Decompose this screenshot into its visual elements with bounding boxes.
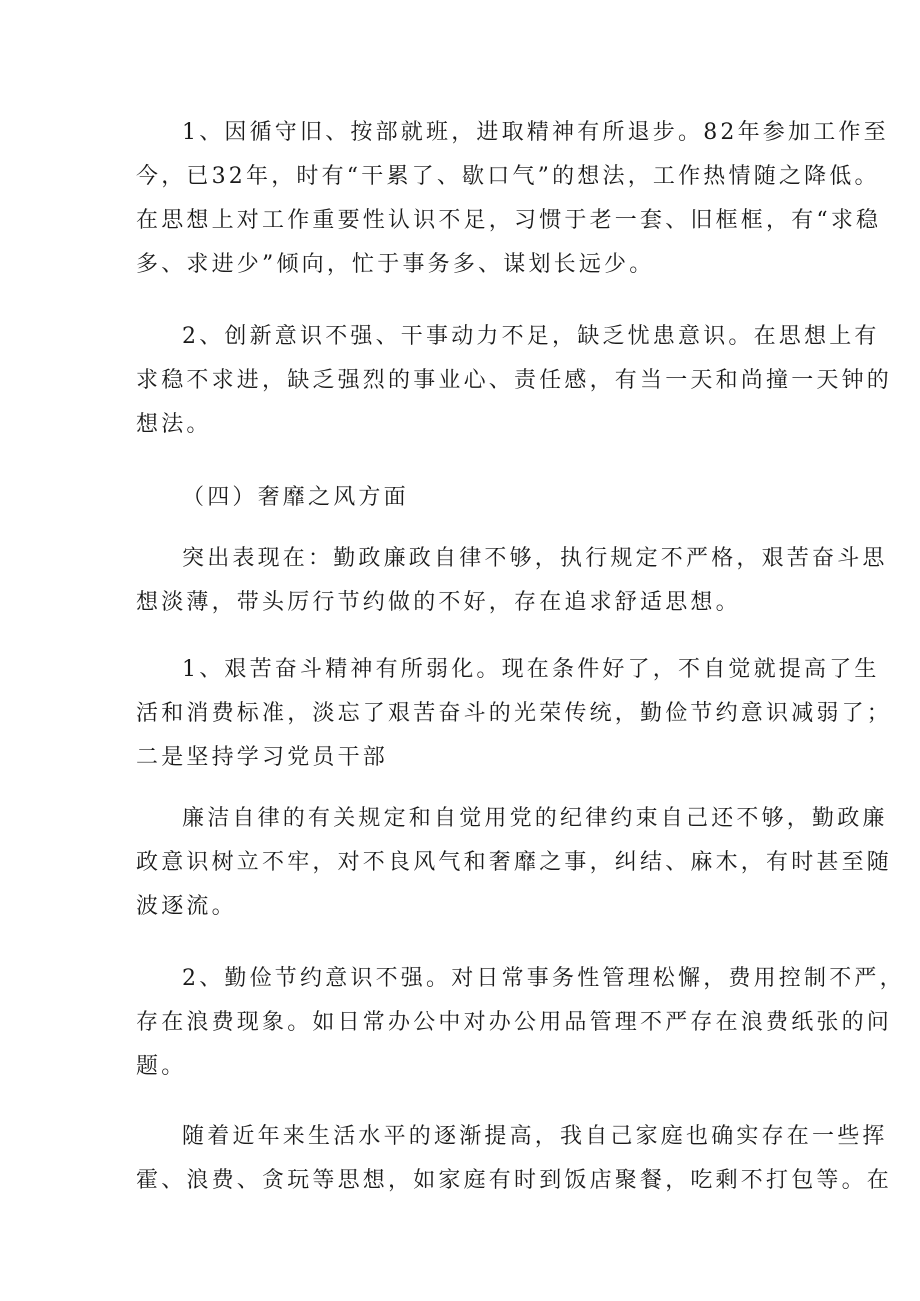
text-line: 想淡薄，带头厉行节约做的不好，存在追求舒适思想。 bbox=[136, 590, 741, 615]
text-line: 随着近年来生活水平的逐渐提高，我自己家庭也确实存在一些挥 bbox=[182, 1124, 888, 1149]
text-line: 政意识树立不牢，对不良风气和奢靡之事，纠结、麻木，有时甚至随 bbox=[136, 850, 893, 875]
text-line: 廉洁自律的有关规定和自觉用党的纪律约束自己还不够，勤政廉 bbox=[182, 806, 888, 831]
text-line: 在思想上对工作重要性认识不足，习惯于老一套、旧框框，有“求稳 bbox=[136, 208, 882, 233]
paragraph-8 bbox=[136, 1115, 893, 1203]
text-line: 题。 bbox=[136, 1054, 187, 1079]
text-line: 1、因循守旧、按部就班，进取精神有所退步。82年参加工作至 bbox=[182, 120, 889, 145]
text-line: 突出表现在：勤政廉政自律不够，执行规定不严格，艰苦奋斗思 bbox=[182, 546, 888, 571]
text-line: 今，已32年，时有“干累了、歇口气”的想法，工作热情随之降低。 bbox=[136, 164, 880, 189]
section-heading bbox=[136, 476, 796, 520]
paragraph-2 bbox=[136, 315, 893, 447]
text-line: 2、创新意识不强、干事动力不足，缺乏忧患意识。在思想上有 bbox=[182, 324, 880, 349]
paragraph-6 bbox=[136, 797, 893, 929]
text-line: 活和消费标准，淡忘了艰苦奋斗的光荣传统，勤俭节约意识减弱了； bbox=[136, 701, 893, 726]
text-line: 二是坚持学习党员干部 bbox=[136, 745, 389, 770]
paragraph-7 bbox=[136, 957, 905, 1089]
paragraph-5 bbox=[136, 648, 893, 780]
paragraph-1 bbox=[136, 111, 889, 287]
text-line: 霍、浪费、贪玩等思想，如家庭有时到饭店聚餐，吃剩不打包等。在 bbox=[136, 1168, 893, 1193]
text-line: 2、勤俭节约意识不强。对日常事务性管理松懈，费用控制不严， bbox=[182, 966, 905, 991]
text-line: 1、艰苦奋斗精神有所弱化。现在条件好了，不自觉就提高了生 bbox=[182, 657, 880, 682]
paragraph-4 bbox=[136, 537, 888, 625]
text-line: 存在浪费现象。如日常办公中对办公用品管理不严存在浪费纸张的问 bbox=[136, 1010, 893, 1035]
heading-text: （四）奢靡之风方面 bbox=[182, 485, 409, 510]
text-line: 想法。 bbox=[136, 412, 212, 437]
text-line: 波逐流。 bbox=[136, 894, 237, 919]
text-line: 多、求进少”倾向，忙于事务多、谋划长远少。 bbox=[136, 252, 655, 277]
text-line: 求稳不求进，缺乏强烈的事业心、责任感，有当一天和尚撞一天钟的 bbox=[136, 368, 893, 393]
